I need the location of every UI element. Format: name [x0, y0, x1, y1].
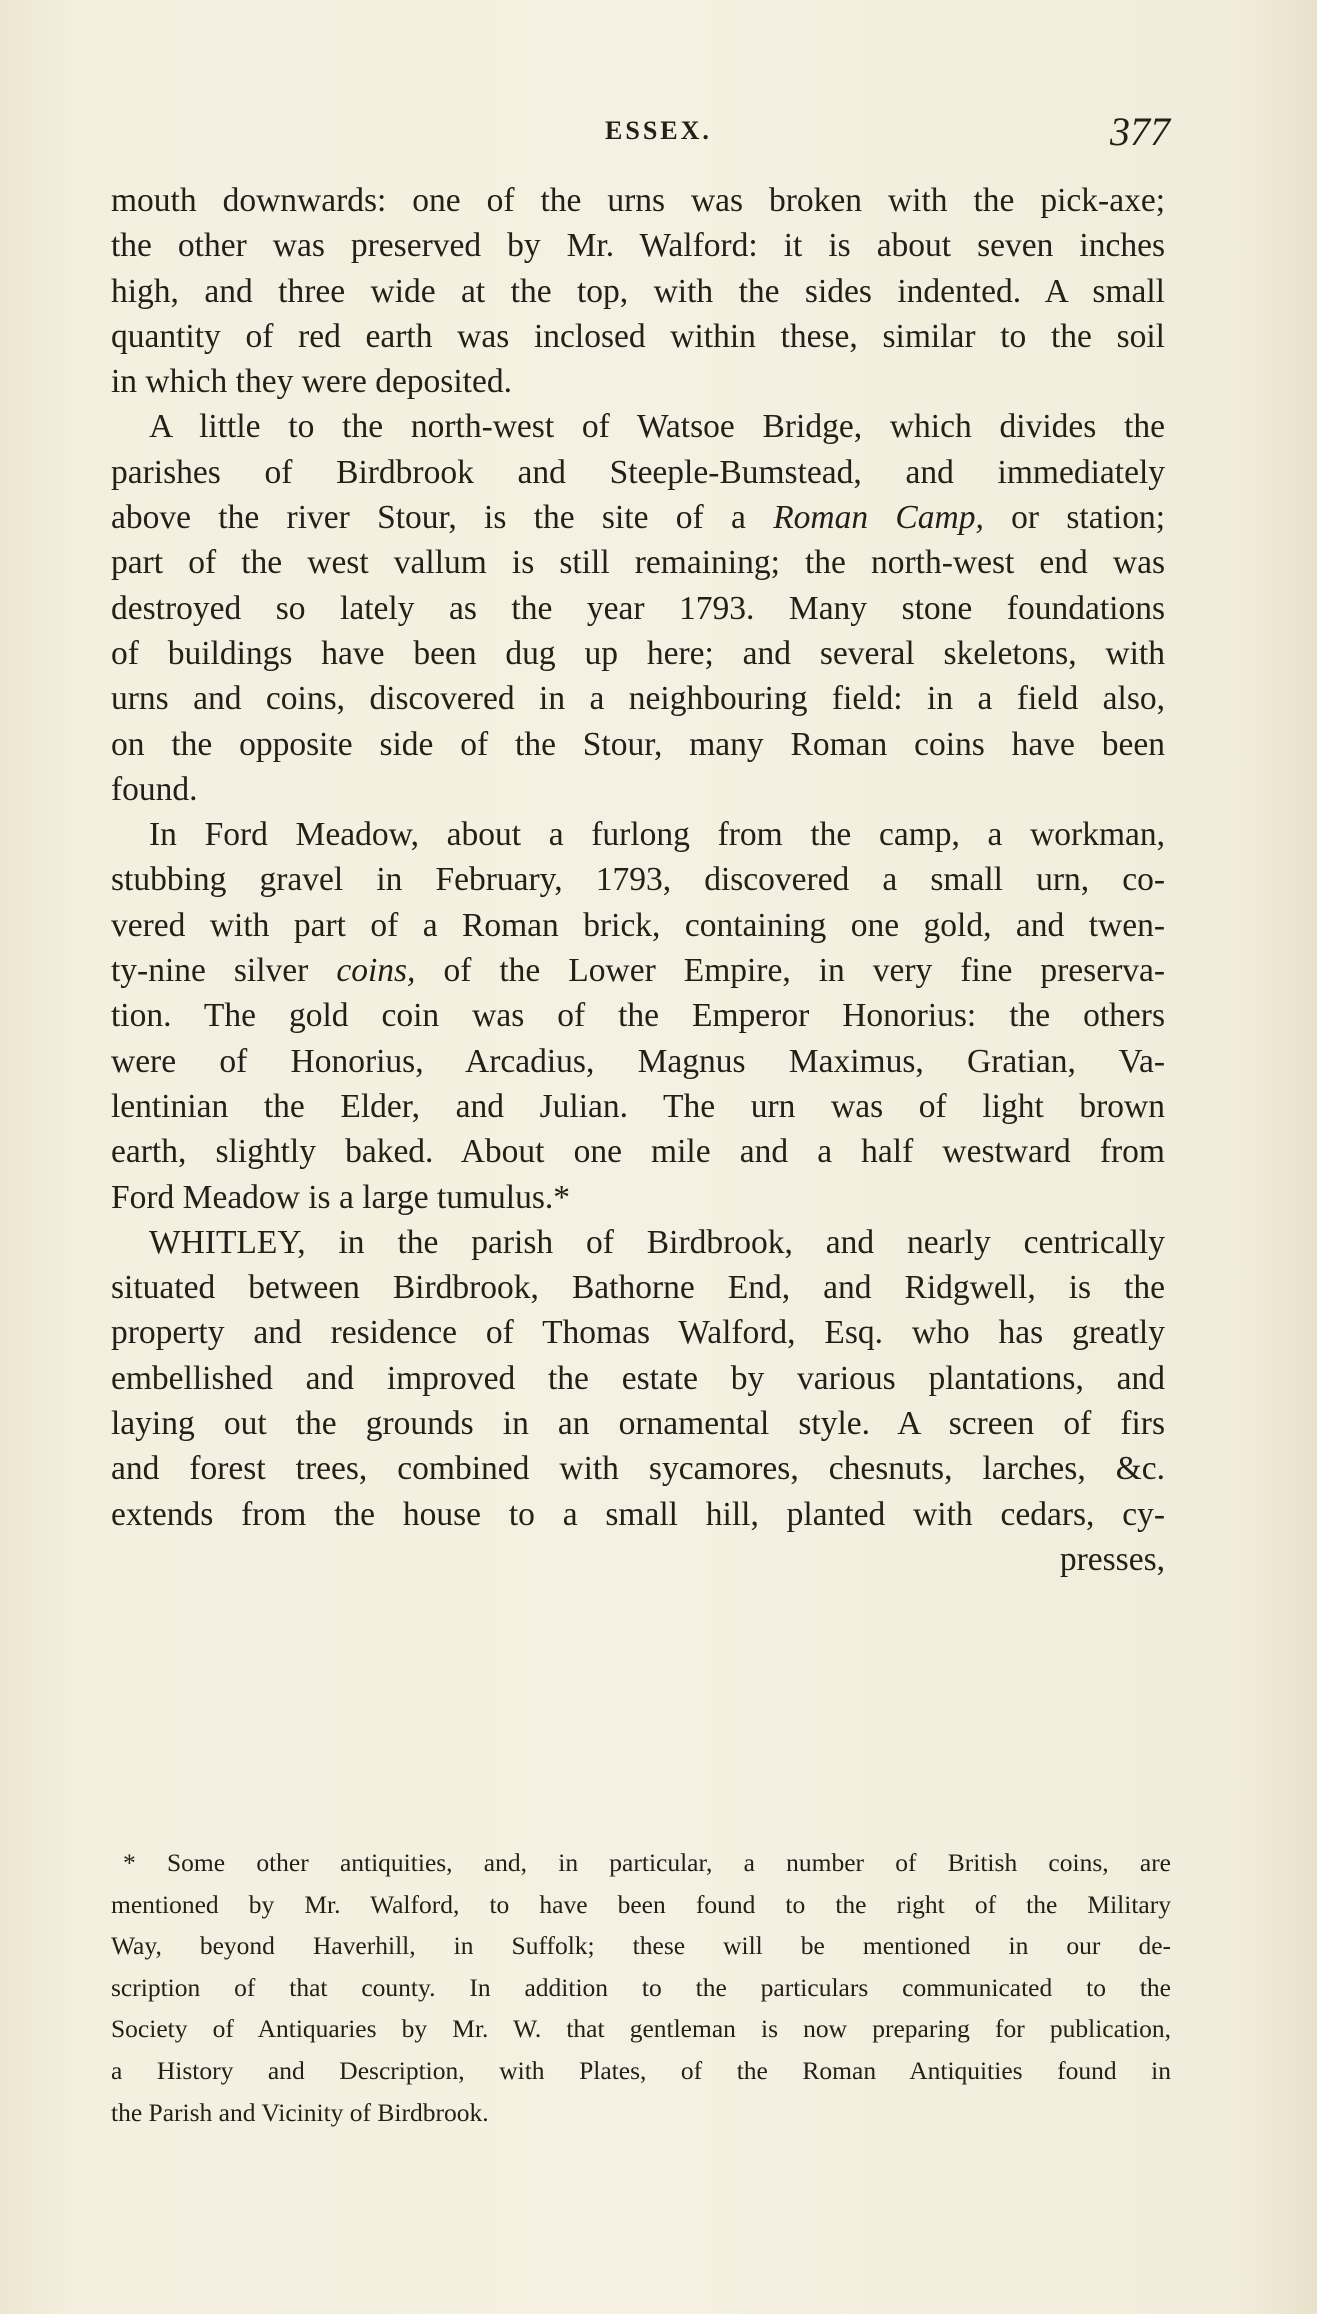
coins-italic: coins, — [336, 952, 416, 990]
footnote — [111, 1842, 1171, 2133]
running-head: ESSEX. — [605, 116, 712, 145]
text-line: parishes of Birdbrook and Steeple-Bumstead, and immediately — [111, 453, 1165, 491]
footnote-line: * Some other antiquities, and, in particular, a number of British coins, are — [123, 1848, 1171, 1877]
text-line — [111, 948, 1165, 993]
text-line: laying out the grounds in an ornamental style. A screen of firs — [111, 1405, 1165, 1443]
text-run: of the Lower Empire, in very fine preserva- — [443, 952, 1166, 990]
text-line: earth, slightly baked. About one mile and a half westward from — [111, 1133, 1165, 1171]
text-line: stubbing gravel in February, 1793, discovered a small urn, co- — [111, 861, 1165, 899]
text-line: extends from the house to a small hill, planted with cedars, cy- — [111, 1495, 1165, 1533]
text-line: part of the west vallum is still remaining; the north-west end was — [111, 544, 1165, 582]
text-line: of buildings have been dug up here; and several skeletons, with — [111, 634, 1165, 672]
text-line: embellished and improved the estate by various plantations, and — [111, 1359, 1165, 1397]
text-line: Ford Meadow is a large tumulus.* — [111, 1178, 571, 1216]
text-line: were of Honorius, Arcadius, Magnus Maximus, Gratian, Va- — [111, 1042, 1165, 1080]
footnote-line: scription of that county. In addition to the particulars communicated to the — [111, 1972, 1171, 2002]
text-line: and forest trees, combined with sycamores, chesnuts, larches, &c. — [111, 1450, 1165, 1488]
page-number: 377 — [1110, 109, 1170, 154]
roman-camp-italic: Roman Camp, — [773, 499, 984, 537]
text-line: vered with part of a Roman brick, containing one gold, and twen- — [111, 906, 1165, 944]
text-line: WHITLEY, in the parish of Birdbrook, and nearly centrically — [149, 1223, 1165, 1261]
text-line: A little to the north-west of Watsoe Bridge, which divides the — [149, 408, 1165, 446]
text-line: urns and coins, discovered in a neighbouring field: in a field also, — [111, 680, 1165, 718]
text-line: property and residence of Thomas Walford, Esq. who has greatly — [111, 1314, 1165, 1352]
text-line: destroyed so lately as the year 1793. Many stone foundations — [111, 589, 1165, 627]
text-line: in which they were deposited. — [111, 363, 512, 401]
text-run: or station; — [1011, 499, 1166, 537]
footnote-line: Society of Antiquaries by Mr. W. that gentleman is now preparing for publication, — [111, 2014, 1171, 2044]
text-run: ty-nine silver — [111, 952, 309, 990]
text-line: tion. The gold coin was of the Emperor Honorius: the others — [111, 997, 1165, 1035]
text-line: quantity of red earth was inclosed within these, similar to the soil — [111, 317, 1165, 355]
page-header — [0, 108, 1317, 158]
footnote-line: the Parish and Vicinity of Birdbrook. — [111, 2097, 489, 2127]
footnote-line: a History and Description, with Plates, of the Roman Antiquities found in — [111, 2055, 1171, 2085]
text-line: high, and three wide at the top, with the sides indented. A small — [111, 272, 1165, 310]
text-line: In Ford Meadow, about a furlong from the camp, a workman, — [149, 816, 1165, 854]
text-line: found. — [111, 770, 198, 808]
text-line: on the opposite side of the Stour, many Roman coins have been — [111, 725, 1165, 763]
footnote-line: mentioned by Mr. Walford, to have been found to the right of the Military — [111, 1889, 1171, 1919]
text-line: mouth downwards: one of the urns was broken with the pick-axe; — [111, 182, 1165, 219]
text-line — [111, 495, 1165, 540]
text-line: the other was preserved by Mr. Walford: it is about seven inches — [111, 227, 1165, 265]
text-line: lentinian the Elder, and Julian. The urn was of light brown — [111, 1087, 1165, 1125]
catchword: presses, — [1059, 1540, 1165, 1578]
body-text — [111, 178, 1165, 1582]
text-line: situated between Birdbrook, Bathorne End, and Ridgwell, is the — [111, 1269, 1165, 1307]
footnote-line: Way, beyond Haverhill, in Suffolk; these will be mentioned in our de- — [111, 1931, 1171, 1961]
text-run: above the river Stour, is the site of a — [111, 499, 746, 537]
